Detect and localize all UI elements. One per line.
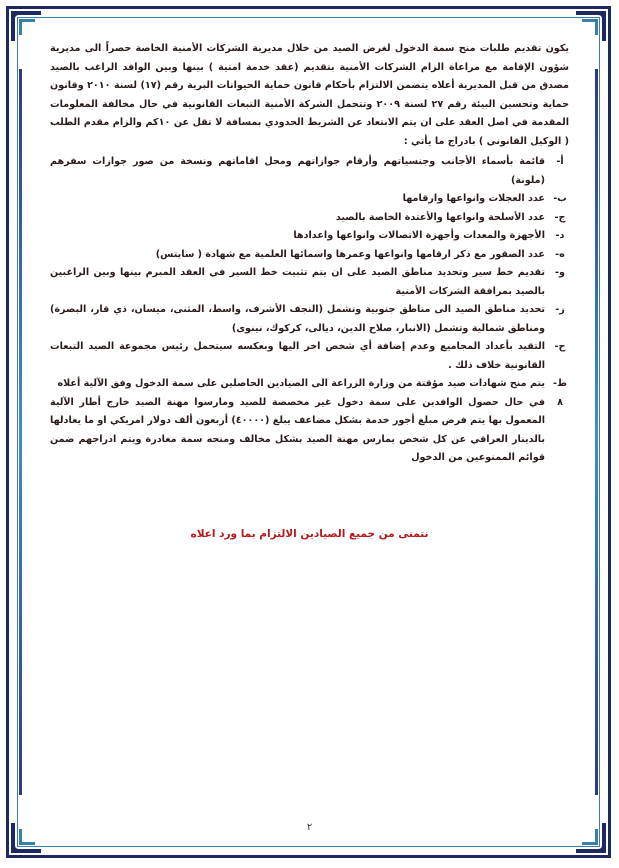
list-item [50, 190, 569, 209]
list-marker: ٨ [557, 396, 563, 408]
list-marker: ه- [555, 248, 565, 260]
right-border-ornament [595, 69, 598, 795]
list-item [50, 227, 569, 246]
list-item-text: عدد الصقور مع ذكر ارقامها وانواعها وعمرها واسمائها العلمية مع شهادة ( سايتس) [155, 248, 545, 260]
list-item-text: تقديم خط سير وتحديد مناطق الصيد على ان يتم تثبيت خط السير في العقد المبرم بينها وبين الراغبين بالصيد بمرافقة الشركات الأمنية [50, 267, 545, 297]
list-item-text: عدد الأسلحة وانواعها والأعتدة الخاصة بالصيد [335, 211, 545, 223]
list-item-text: في حال حصول الوافدين على سمة دخول غير مخصصة للصيد ومارسوا مهنة الصيد خارج أطار الآلية المعمول بها يتم فرض مبلغ أجور خدمة بشكل مضاعف يبلغ (٤٠٠٠٠) أربعون ألف دولار امريكي او ما يعادلها بالدينار العراقي عن كل شخص يمارس مهنة الصيد بشكل مخالف ومنحه سمة مغادرة ويتم ادراجهم ضمن قوائم الممنوعين من الدخول [50, 396, 545, 463]
list-marker: ب- [553, 193, 567, 204]
list-item-text: الأجهزة والمعدات وأجهزة الاتصالات وانواعها واعدادها [293, 230, 545, 241]
closing-statement: نتمنى من جميع الصيادين الالتزام بما ورد اعلاه [190, 528, 429, 540]
corner-ornament-icon [574, 9, 608, 43]
list-item [50, 264, 569, 301]
list-item [50, 375, 569, 394]
list-marker: د- [555, 230, 565, 241]
list-marker: ح- [554, 341, 566, 352]
list-item [50, 338, 569, 375]
page-number: ٢ [306, 822, 313, 833]
document-body [50, 40, 569, 468]
list-marker: ز- [555, 304, 565, 315]
list-marker: أ- [556, 156, 564, 167]
list-item [50, 209, 569, 228]
list-marker: و- [555, 267, 565, 278]
left-border-ornament [19, 69, 22, 795]
list-marker: ط- [553, 378, 567, 389]
intro-paragraph: يكون تقديم طلبات منح سمة الدخول لغرض الصيد من خلال مديرية الشركات الأمنية الخاصة حصراً الى مديرية شؤون الإقامة مع مراعاة الزام الشركات الأمنية بتقديم (عقد خدمة امنية ) بينها وبين الوافد الراغب بالصيد مصدق من قبل المديرية أعلاه يتضمن الالتزام بأحكام قانون حماية الحيوانات البرية رقم (١٧) لسنة ٢٠١٠ وقانون حماية وتحسين البيئة رقم ٢٧ لسنة ٢٠٠٩ وتتحمل الشركة الأمنية التبعات القانونية في حال مخالفة المعلومات المقدمة في اصل العقد على ان يتم الابتعاد عن الشريط الحدودي بمسافة لا تقل عن ١٠كم والزام مقدم الطلب ( الوكيل القانوني ) بادراج ما يأتي : [50, 43, 570, 147]
corner-ornament-icon [9, 9, 43, 43]
list-item [50, 394, 569, 468]
list-item [50, 153, 569, 190]
list-item [50, 301, 569, 338]
list-item-text: عدد العجلات وانواعها وارقامها [402, 193, 545, 204]
list-item-text: التقيد بأعداد المجاميع وعدم إضافة أي شخص اخر اليها وبعكسه سيتحمل رئيس مجموعة الصيد التبعات القانونية خلاف ذلك . [50, 341, 545, 371]
list-item-text: يتم منح شهادات صيد مؤقتة من وزارة الزراعة الى الصيادين الحاصلين على سمة الدخول وفق الآلية أعلاه [57, 378, 545, 389]
list-marker: ج- [554, 211, 566, 223]
list-item-text: قائمة بأسماء الأجانب وجنسياتهم وأرقام جوازاتهم ومحل اقاماتهم ونسخة من صور جوازات سفرهم (ملونة) [50, 156, 545, 186]
list-item-text: تحديد مناطق الصيد الى مناطق جنوبية وتشمل (النجف الأشرف، واسط، المثنى، ميسان، ذي قار، البصرة) ومناطق شمالية وتشمل (الانبار، صلاح الدين، ديالى، كركوك، نينوى) [50, 304, 545, 334]
requirements-list [50, 153, 569, 468]
list-item [50, 246, 569, 265]
